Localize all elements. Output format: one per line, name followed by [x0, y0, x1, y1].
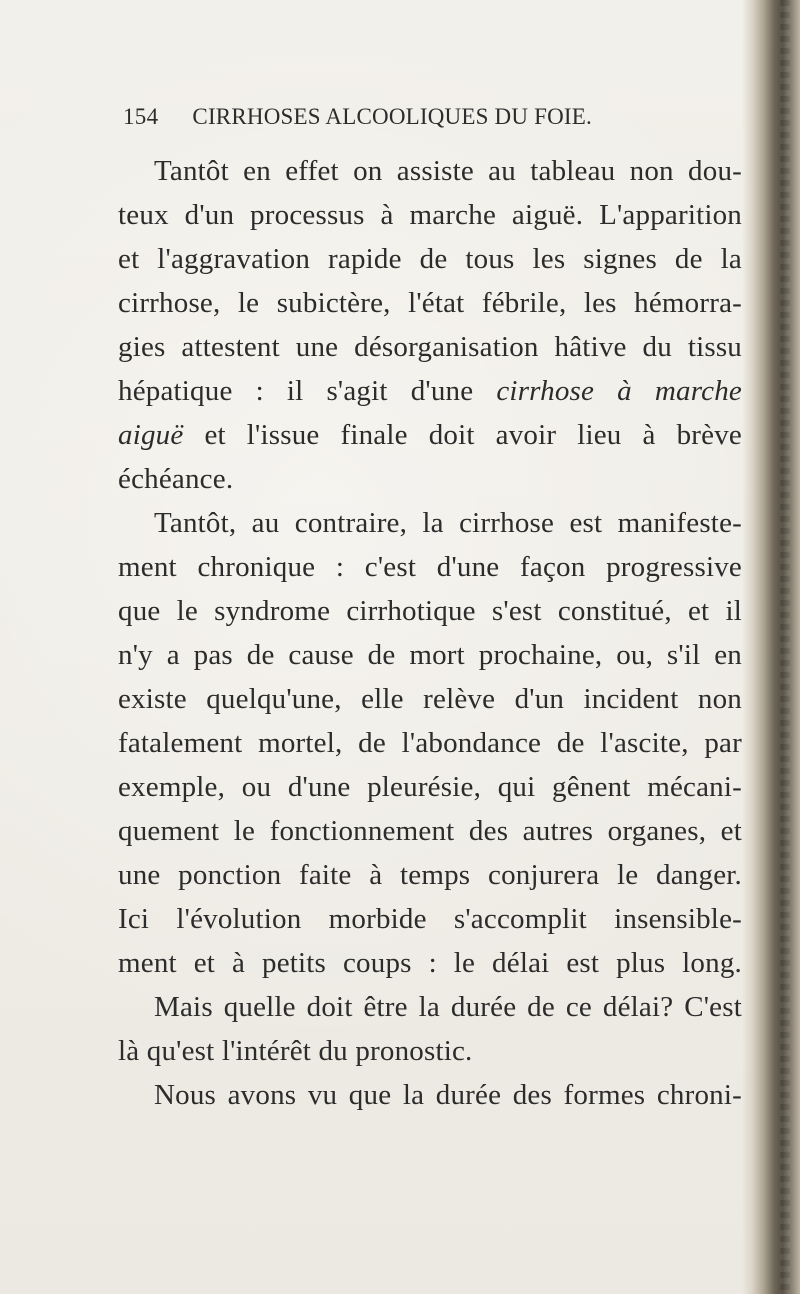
text-line: quement le fonctionnement des autres organes, et [118, 815, 742, 847]
text-line-with-emphasis [118, 369, 742, 413]
text-line: existe quelqu'une, elle relève d'un incident non [118, 683, 742, 715]
text-line: Mais quelle doit être la durée de ce délai? C'est [154, 991, 742, 1023]
text-line: que le syndrome cirrhotique s'est constitué, et il [118, 595, 742, 627]
text-line: là qu'est l'intérêt du pronostic. [118, 1035, 473, 1067]
page-edge-shadow [742, 0, 800, 1294]
text-line: teux d'un processus à marche aiguë. L'apparition [118, 199, 742, 231]
page-header [123, 104, 733, 130]
text-line: une ponction faite à temps conjurera le danger. [118, 859, 742, 891]
body-text [118, 149, 742, 1117]
text-line: échéance. [118, 463, 234, 495]
running-title: CIRRHOSES ALCOOLIQUES DU FOIE. [192, 104, 592, 129]
emphasis-text: aiguë [118, 419, 184, 451]
text-line: ment et à petits coups : le délai est plus long. [118, 947, 742, 979]
text-line: Tantôt, au contraire, la cirrhose est manifeste- [154, 507, 742, 539]
page-number: 154 [123, 104, 159, 129]
text-line: n'y a pas de cause de mort prochaine, ou, s'il en [118, 639, 742, 671]
text-line: Nous avons vu que la durée des formes chroni- [154, 1079, 742, 1111]
text-line-with-emphasis [118, 413, 742, 457]
text-line-part: et l'issue finale doit avoir lieu à brève [204, 419, 742, 451]
text-line: et l'aggravation rapide de tous les signes de la [118, 243, 742, 275]
emphasis-text: cirrhose à marche [496, 375, 742, 407]
text-line: Ici l'évolution morbide s'accomplit insensible- [118, 903, 742, 935]
text-line-part: hépatique : il s'agit d'une [118, 375, 474, 407]
text-line: ment chronique : c'est d'une façon progressive [118, 551, 742, 583]
text-line: cirrhose, le subictère, l'état fébrile, les hémorra- [118, 287, 742, 319]
text-line: exemple, ou d'une pleurésie, qui gênent mécani- [118, 771, 742, 803]
text-line: fatalement mortel, de l'abondance de l'ascite, par [118, 727, 742, 759]
text-line: Tantôt en effet on assiste au tableau non dou- [154, 155, 742, 187]
text-line: gies attestent une désorganisation hâtive du tissu [118, 331, 742, 363]
